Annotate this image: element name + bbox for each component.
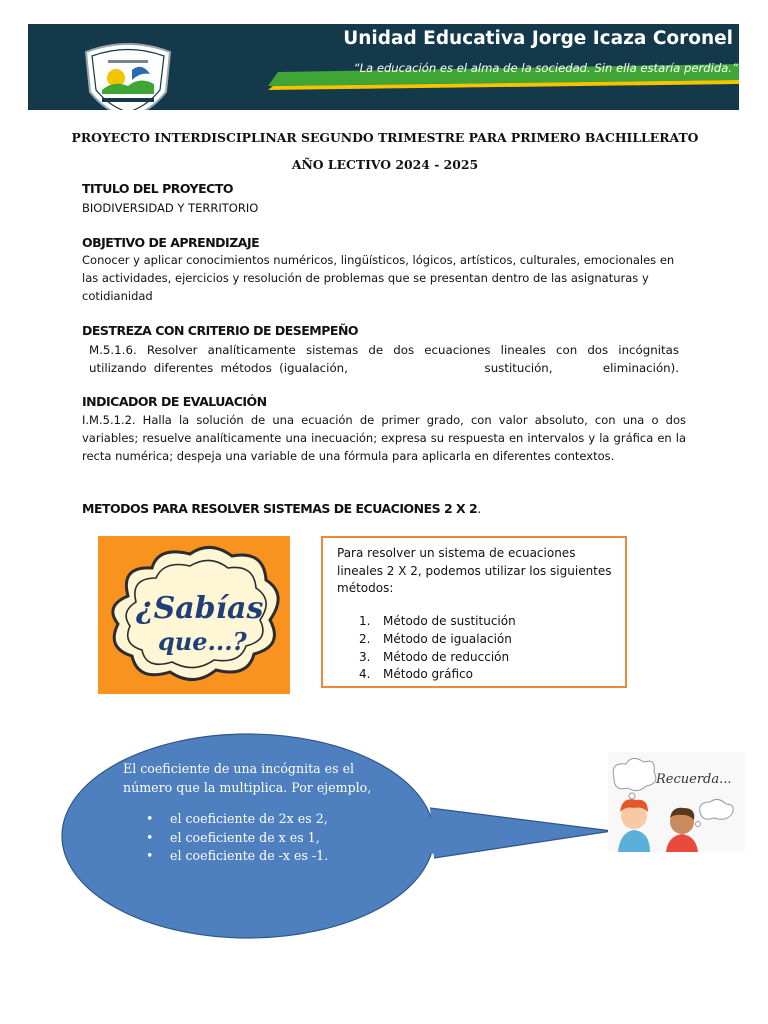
- school-year: AÑO LECTIVO 2024 - 2025: [291, 157, 479, 172]
- school-motto: “La educación es el alma de la sociedad. Sin ella estaría perdida.”: [353, 61, 738, 75]
- school-name: Unidad Educativa Jorge Icaza Coronel: [343, 28, 733, 49]
- list-item-label: Método de igualación: [383, 631, 512, 646]
- example-text: el coeficiente de 2x es 2,: [170, 811, 328, 826]
- recuerda-label: Recuerda...: [656, 772, 732, 787]
- bullet: •: [146, 848, 154, 863]
- sabias-text-line2: que...?: [158, 627, 247, 656]
- list-item: [140, 810, 328, 829]
- section-text-objetivo: Conocer y aplicar conocimientos numéricos, lingüísticos, lógicos, artísticos, culturales, emocionales en las actividades, ejercicios y resolución de problemas que se presentan dentro de las asignaturas y cotidianidad: [82, 253, 675, 303]
- sabias-text-line1: ¿Sabías: [136, 591, 264, 626]
- example-text: el coeficiente de x es 1,: [170, 829, 320, 845]
- section-heading-titulo: TITULO DEL PROYECTO: [82, 181, 233, 196]
- metodos-heading-period: .: [477, 501, 481, 516]
- list-item-number: 2.: [359, 631, 371, 646]
- destreza-line-2: utilizando diferentes métodos (igualación, sustitución, eliminación).: [89, 360, 679, 375]
- thinking-kids-image: [608, 752, 745, 852]
- list-item: [140, 847, 328, 866]
- section-text-indicador: I.M.5.1.2. Halla la solución de una ecuación de primer grado, con valor absoluto, con una o dos variables; resuelve analíticamente una inecuación; expresa su respuesta en intervalos y la gráfica en la recta numérica; despeja una variable de una fórmula para aplicarla en diferentes contextos.: [82, 413, 686, 463]
- project-title: PROYECTO INTERDISCIPLINAR SEGUNDO TRIMESTRE PARA PRIMERO BACHILLERATO: [71, 130, 699, 145]
- methods-intro: Para resolver un sistema de ecuaciones lineales 2 X 2, podemos utilizar los siguientes métodos:: [337, 546, 612, 595]
- recuerda-illustration: [608, 752, 745, 852]
- section-heading-indicador: INDICADOR DE EVALUACIÓN: [82, 394, 267, 409]
- list-item-label: Método de sustitución: [383, 614, 516, 628]
- list-item-number: 4.: [359, 667, 371, 682]
- section-heading-objetivo: OBJETIVO DE APRENDIZAJE: [82, 235, 260, 250]
- bullet: •: [146, 829, 154, 845]
- example-text: el coeficiente de -x es -1.: [170, 848, 329, 863]
- list-item-number: 1.: [359, 614, 371, 628]
- destreza-line-1: M.5.1.6. Resolver analíticamente sistemas de dos ecuaciones lineales con dos incógnitas: [89, 343, 679, 357]
- section-heading-destreza: DESTREZA CON CRITERIO DE DESEMPEÑO: [82, 323, 359, 338]
- coefficient-definition: El coeficiente de una incógnita es el número que la multiplica. Por ejemplo,: [123, 761, 372, 795]
- metodos-heading-text: METODOS PARA RESOLVER SISTEMAS DE ECUACIONES 2 X 2: [82, 501, 478, 516]
- bullet: •: [146, 811, 154, 826]
- coefficient-examples: [140, 810, 328, 866]
- list-item-label: Método de reducción: [383, 649, 510, 664]
- section-text-titulo: BIODIVERSIDAD Y TERRITORIO: [82, 201, 259, 215]
- list-item-label: Método gráfico: [383, 667, 473, 682]
- list-item-number: 3.: [359, 649, 371, 664]
- list-item: [140, 829, 328, 848]
